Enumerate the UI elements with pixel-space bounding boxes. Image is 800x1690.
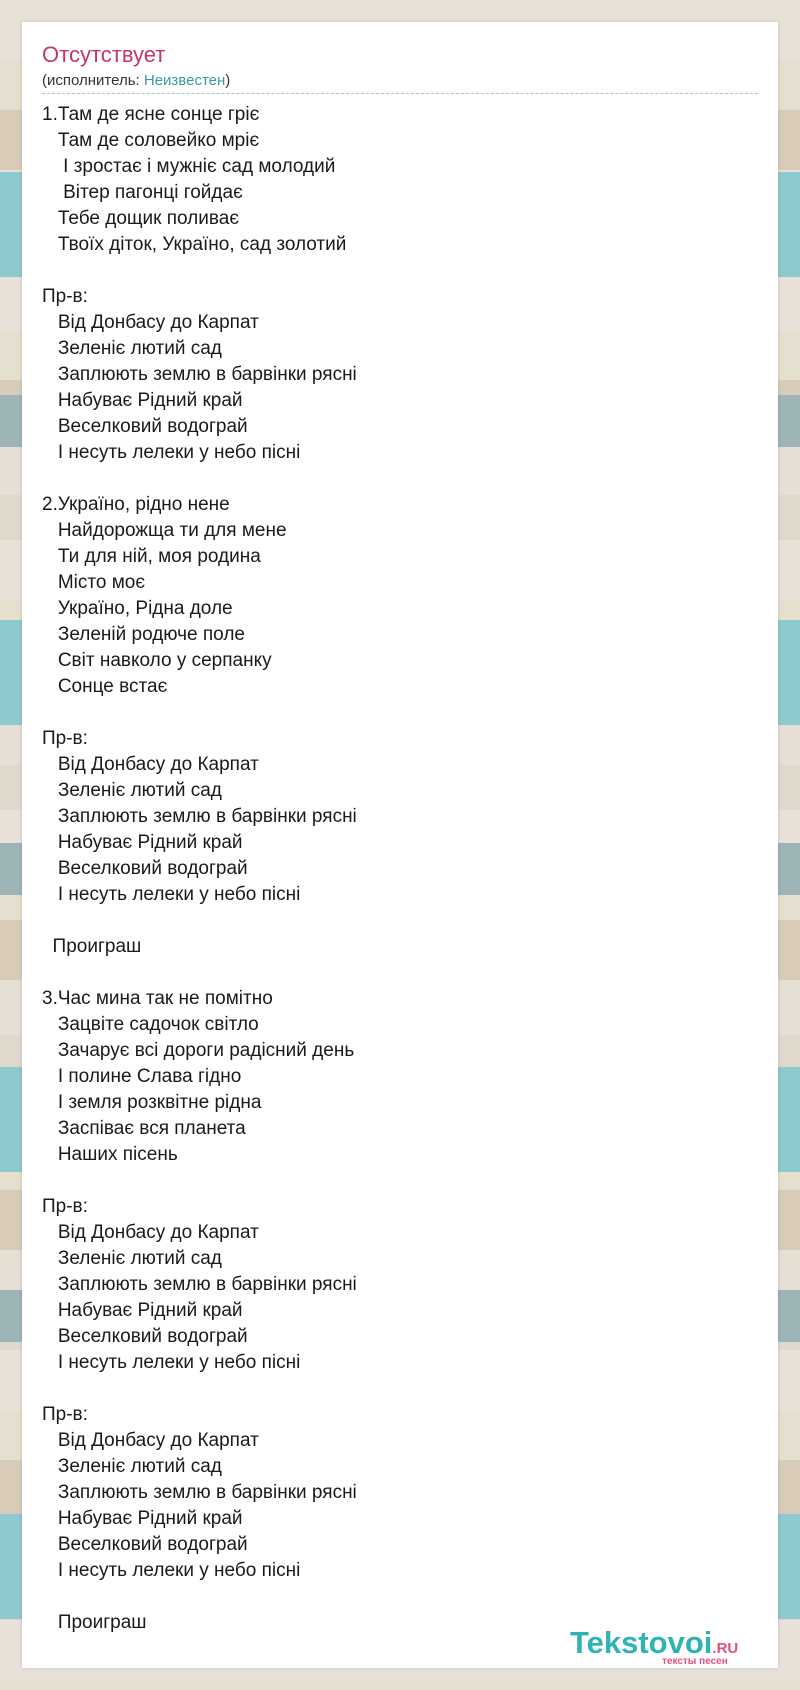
lyric-line: Пр-в: [42, 728, 88, 749]
lyric-line: І полине Слава гідно [42, 1066, 242, 1087]
lyric-line: Заспіває вся планета [42, 1118, 246, 1139]
lyric-line: Заплюють землю в барвінки рясні [42, 364, 357, 385]
lyric-line: Зеленіє лютий сад [42, 338, 222, 359]
lyric-line: І несуть лелеки у небо пісні [42, 442, 301, 463]
artist-link[interactable]: Неизвестен [143, 72, 226, 89]
lyric-line: Заплюють землю в барвінки рясні [42, 1274, 357, 1295]
lyric-line [42, 1376, 357, 1402]
lyric-line: І несуть лелеки у небо пісні [42, 1352, 301, 1373]
lyric-line: Зеленіє лютий сад [42, 1456, 222, 1477]
lyric-line [42, 258, 357, 284]
artist-prefix: (исполнитель: [42, 72, 144, 89]
lyric-line: Заплюють землю в барвінки рясні [42, 806, 357, 827]
lyric-line [42, 700, 357, 726]
lyric-line [42, 466, 357, 492]
lyric-line: Від Донбасу до Карпат [42, 1430, 259, 1451]
lyric-line: Набуває Рідний край [42, 390, 243, 411]
lyric-line: Місто моє [42, 572, 146, 593]
lyric-line: 2.Україно, рідно нене [42, 494, 230, 515]
lyric-line: Пр-в: [42, 1196, 88, 1217]
lyric-line: Зеленіє лютий сад [42, 780, 222, 801]
lyric-line: 3.Час мина так не помітно [42, 988, 273, 1009]
site-logo[interactable] [570, 1627, 770, 1671]
artist-line [42, 72, 230, 90]
lyric-line: Зачарує всі дороги радісний день [42, 1040, 355, 1061]
lyric-line: Пр-в: [42, 286, 88, 307]
lyric-line: Вітер пагонці гойдає [42, 182, 243, 203]
lyric-line [42, 960, 357, 986]
lyric-line: 1.Там де ясне сонце гріє [42, 104, 260, 125]
lyric-line: Пр-в: [42, 1404, 88, 1425]
lyric-line: Веселковий водограй [42, 416, 248, 437]
logo-suffix: .RU [712, 1640, 739, 1657]
lyric-line: Від Донбасу до Карпат [42, 312, 259, 333]
lyric-line: І земля розквітне рідна [42, 1092, 262, 1113]
lyric-line: Зеленій родюче поле [42, 624, 245, 645]
lyric-line: Від Донбасу до Карпат [42, 1222, 259, 1243]
lyric-line: Тебе дощик поливає [42, 208, 240, 229]
lyric-line: Заплюють землю в барвінки рясні [42, 1482, 357, 1503]
lyric-line: Веселковий водограй [42, 858, 248, 879]
logo-main-text: Tekstovoi [570, 1625, 713, 1660]
lyric-line [42, 908, 357, 934]
lyric-line: Веселковий водограй [42, 1326, 248, 1347]
lyric-line: Набуває Рідний край [42, 832, 243, 853]
lyric-line [42, 1584, 357, 1610]
title-divider [42, 93, 758, 94]
lyric-line: Зацвіте садочок світло [42, 1014, 259, 1035]
lyric-line: Наших пісень [42, 1144, 178, 1165]
lyric-line: Набуває Рідний край [42, 1508, 243, 1529]
lyrics-text [42, 102, 357, 1636]
song-title: Отсутствует [42, 42, 166, 67]
logo-tagline: тексты песен [662, 1656, 728, 1667]
lyric-line: Найдорожща ти для мене [42, 520, 287, 541]
lyric-line: Веселковий водограй [42, 1534, 248, 1555]
lyric-line: Україно, Рідна доле [42, 598, 233, 619]
lyric-line: Твоїх діток, Україно, сад золотий [42, 234, 347, 255]
lyric-line: І несуть лелеки у небо пісні [42, 1560, 301, 1581]
lyric-line: І зростає і мужніє сад молодий [42, 156, 336, 177]
lyric-line: Зеленіє лютий сад [42, 1248, 222, 1269]
lyric-line: Набуває Рідний край [42, 1300, 243, 1321]
artist-suffix: ) [225, 72, 231, 89]
lyric-line: Ти для ній, моя родина [42, 546, 261, 567]
lyrics-card [22, 22, 778, 1668]
lyric-line: Проиграш [42, 936, 142, 957]
lyric-line: Світ навколо у серпанку [42, 650, 272, 671]
lyric-line [42, 1168, 357, 1194]
lyric-line: Там де соловейко мріє [42, 130, 260, 151]
lyric-line: Проиграш [42, 1612, 147, 1633]
lyric-line: Сонце встає [42, 676, 168, 697]
lyric-line: І несуть лелеки у небо пісні [42, 884, 301, 905]
lyric-line: Від Донбасу до Карпат [42, 754, 259, 775]
